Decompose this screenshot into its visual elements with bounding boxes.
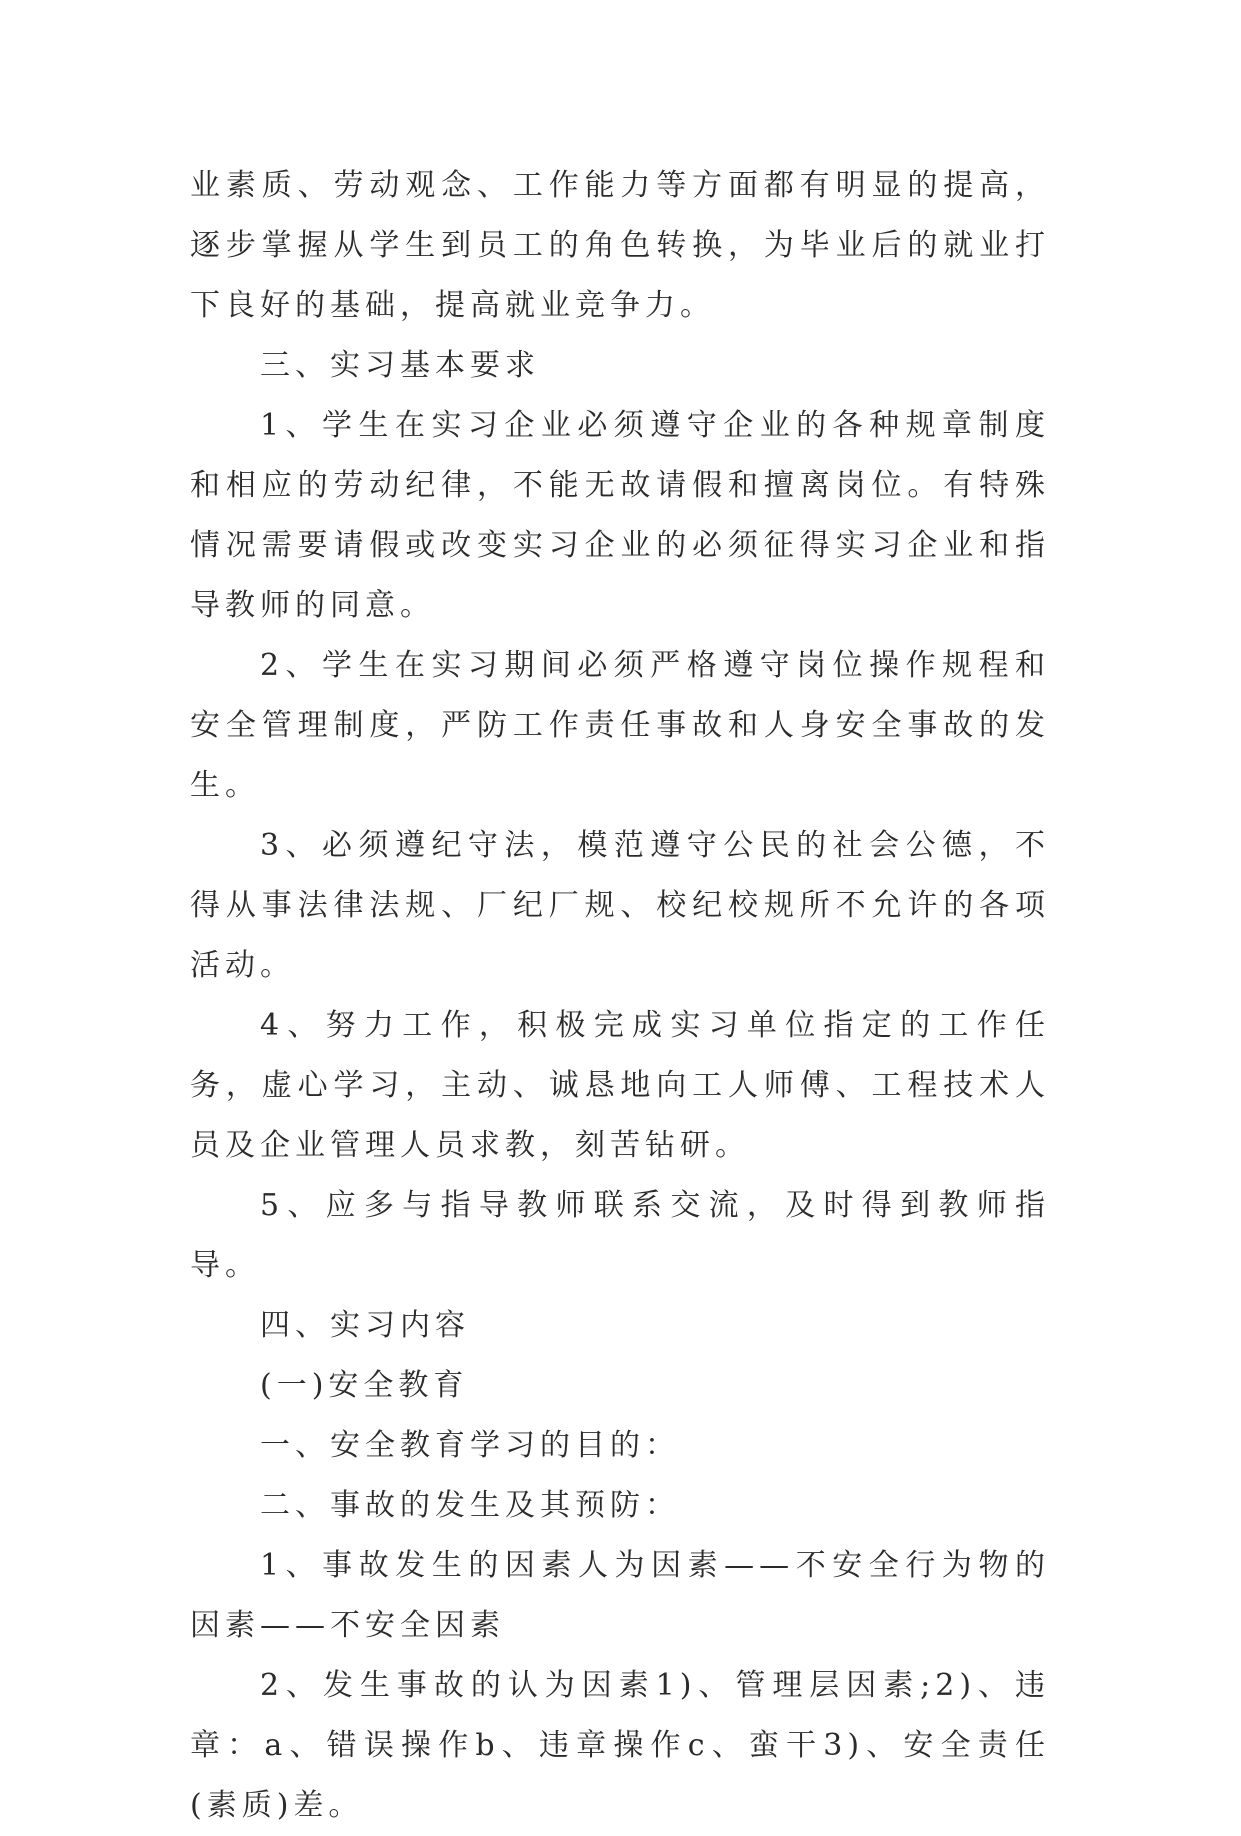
requirement-2: 2、学生在实习期间必须严格遵守岗位操作规程和安全管理制度，严防工作责任事故和人身安全事故的发生。 (190, 648, 1050, 803)
section-heading-content: 四、实习内容 (260, 1308, 470, 1343)
paragraph-1: 业素质、劳动观念、工作能力等方面都有明显的提高，逐步掌握从学生到员工的角色转换，为毕业后的就业打下良好的基础，提高就业竞争力。 (190, 168, 1050, 323)
requirement-5: 5、应多与指导教师联系交流，及时得到教师指导。 (190, 1188, 1050, 1283)
requirement-4: 4、努力工作，积极完成实习单位指定的工作任务，虚心学习，主动、诚恳地向工人师傅、工程技术人员及企业管理人员求教，刻苦钻研。 (190, 1008, 1050, 1163)
section-heading-requirements: 三、实习基本要求 (260, 348, 540, 383)
requirement-1: 1、学生在实习企业必须遵守企业的各种规章制度和相应的劳动纪律，不能无故请假和擅离岗位。有特殊情况需要请假或改变实习企业的必须征得实习企业和指导教师的同意。 (190, 408, 1050, 623)
accident-factor-1: 1、事故发生的因素人为因素——不安全行为物的因素——不安全因素 (190, 1548, 1050, 1643)
document-body (190, 156, 1050, 1836)
accident-factor-2: 2、发生事故的认为因素1)、管理层因素;2)、违章：a、错误操作b、违章操作c、蛮干3)、安全责任(素质)差。 (190, 1668, 1050, 1823)
safety-item-prevention: 二、事故的发生及其预防： (260, 1488, 680, 1523)
subsection-heading-safety: (一)安全教育 (260, 1368, 469, 1403)
safety-item-purpose: 一、安全教育学习的目的： (260, 1428, 680, 1463)
requirement-3: 3、必须遵纪守法，模范遵守公民的社会公德，不得从事法律法规、厂纪厂规、校纪校规所不允许的各项活动。 (190, 828, 1050, 983)
